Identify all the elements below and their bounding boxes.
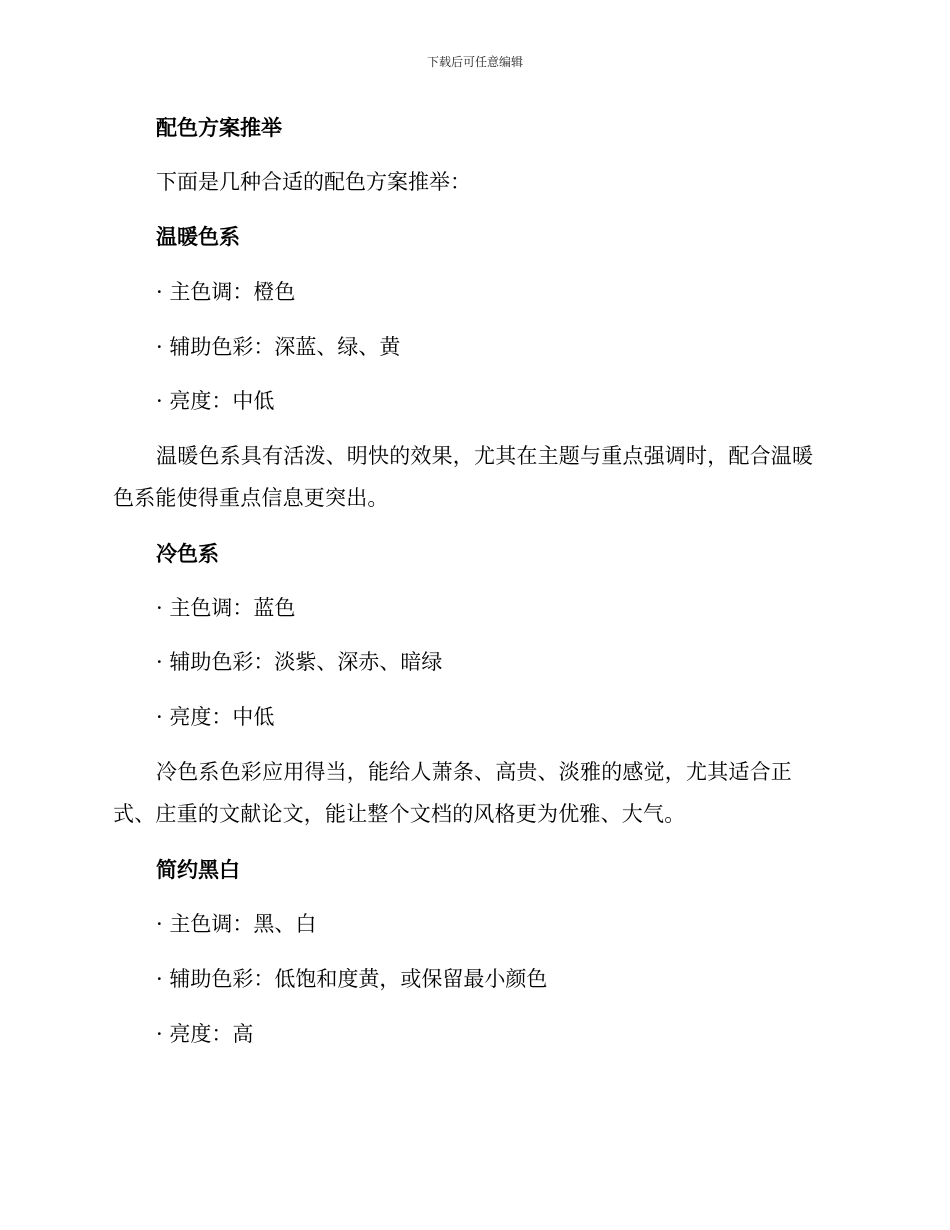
paragraph-warm: 温暖色系具有活泼、明快的效果，尤其在主题与重点强调时，配合温暖色系能使得重点信息更突出。	[113, 444, 814, 510]
bullet-warm-brightness: · 亮度：中低	[156, 389, 275, 413]
intro-text: 下面是几种合适的配色方案推举：	[156, 170, 471, 194]
section-heading-mono: 简约黑白	[156, 857, 240, 882]
bullet-warm-aux-colors: · 辅助色彩：深蓝、绿、黄	[156, 335, 401, 359]
bullet-mono-aux-colors: · 辅助色彩：低饱和度黄，或保留最小颜色	[156, 967, 548, 991]
document-title: 配色方案推举	[156, 115, 282, 140]
bullet-cool-main-color: · 主色调：蓝色	[156, 596, 296, 620]
bullet-mono-main-color: · 主色调：黑、白	[156, 912, 317, 936]
bullet-mono-brightness: · 亮度：高	[156, 1022, 254, 1046]
bullet-cool-aux-colors: · 辅助色彩：淡紫、深赤、暗绿	[156, 650, 443, 674]
bullet-cool-brightness: · 亮度：中低	[156, 705, 275, 729]
page-header: 下载后可任意编辑	[426, 55, 523, 69]
bullet-warm-main-color: · 主色调：橙色	[156, 280, 296, 304]
section-heading-cool: 冷色系	[156, 541, 219, 566]
section-heading-warm: 温暖色系	[156, 224, 240, 249]
paragraph-cool: 冷色系色彩应用得当，能给人萧条、高贵、淡雅的感觉，尤其适合正式、庄重的文献论文，能让整个文档的风格更为优雅、大气。	[113, 760, 792, 826]
